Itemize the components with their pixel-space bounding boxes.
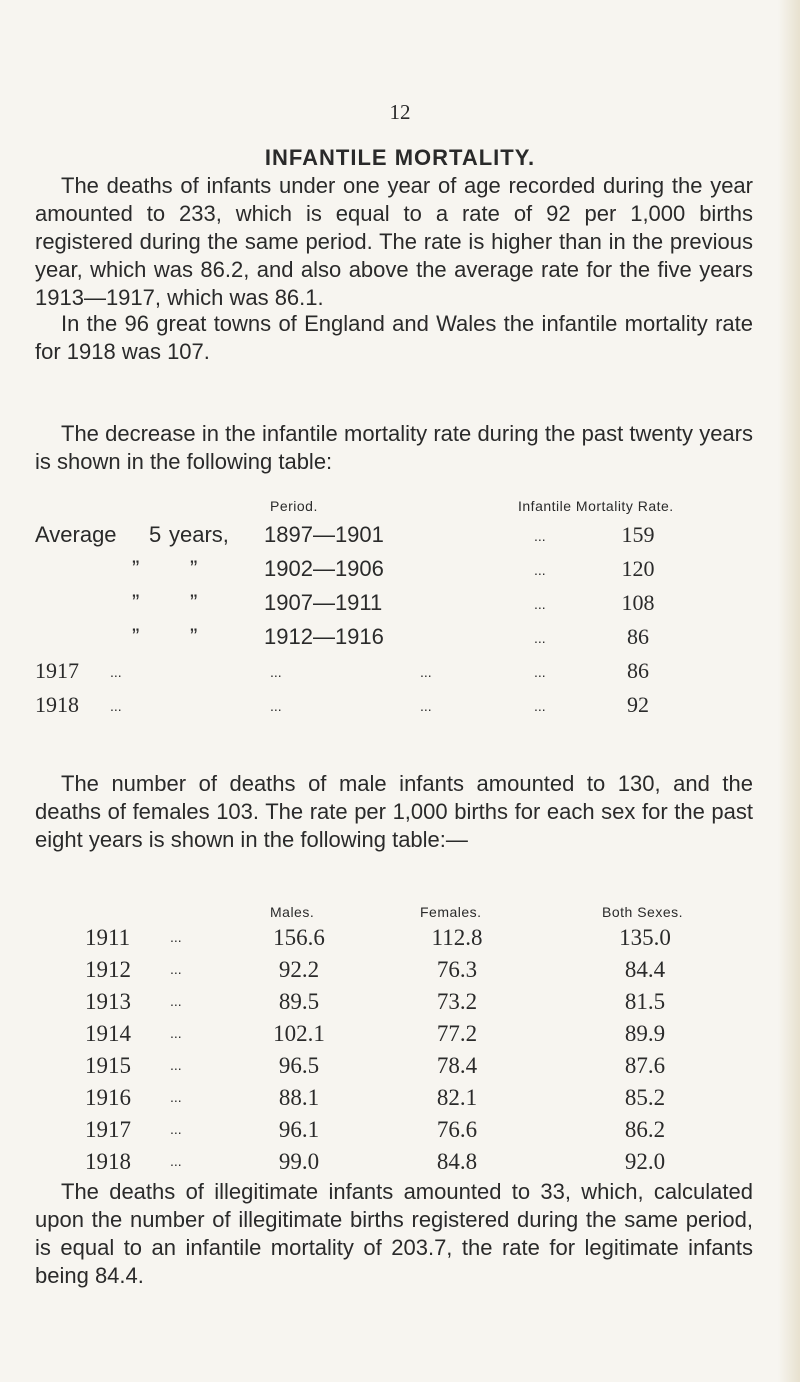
table2-row [0,1021,800,1053]
table1-years: ... [270,698,282,714]
table1-years: years, [169,522,229,547]
table2-both: 89.9 [624,1021,666,1046]
table1-years: ” [190,590,198,615]
table1-label: 1917 [35,658,79,683]
paragraph-illegitimate: The deaths of illegitimate infants amounted to 33, which, calculated upon the number of illegitimate births registered during the same period, is equal to an infantile mortality of 203.7, the rate for legitimate infants being 84.4. [35,1179,753,1288]
table1-row [0,590,800,624]
table1-row [0,692,800,726]
table1-dots: ... [534,630,546,646]
table2-females: 112.8 [431,925,483,950]
table1-row [0,624,800,658]
paragraph-great-towns: In the 96 great towns of England and Wales the infantile mortality rate for 1918 was 107. [35,311,753,364]
table1-dots: ... [534,664,546,680]
table1-label: Average [35,522,117,547]
table2-year: 1913 [85,989,131,1014]
table2-females: 76.3 [436,957,478,982]
table2-males: 96.1 [278,1117,320,1142]
table2-row [0,1149,800,1181]
table1-range: 1897—1901 [264,522,384,547]
table1-num: ” [132,624,140,649]
table2-both: 84.4 [624,957,666,982]
table1-label: 1918 [35,692,79,717]
table2-dots: ... [170,1121,182,1137]
paragraph-sex-deaths: The number of deaths of male infants amounted to 130, and the deaths of females 103. The rate per 1,000 births for each sex for the past eight years is shown in the following table:— [35,771,753,852]
table2-females: 84.8 [436,1149,478,1174]
table1-num: ” [132,590,140,615]
table2-row [0,957,800,989]
table1-value: 92 [627,692,649,717]
table2-males: 96.5 [278,1053,320,1078]
table2-dots: ... [170,961,182,977]
table2-males: 88.1 [278,1085,320,1110]
table2-both: 86.2 [624,1117,666,1142]
table1-value: 120 [621,556,655,581]
table2-females: 82.1 [436,1085,478,1110]
table2-year: 1918 [85,1149,131,1174]
paragraph-decrease-intro: The decrease in the infantile mortality rate during the past twenty years is shown in the following table: [35,421,753,474]
table1-header-rate: Infantile Mortality Rate. [518,498,674,514]
table2-row [0,1117,800,1149]
table1-range: 1912—1916 [264,624,384,649]
table2-dots: ... [170,993,182,1009]
table2-dots: ... [170,1089,182,1105]
table1-num: ... [110,664,122,680]
table1-years: ” [190,624,198,649]
table2-year: 1912 [85,957,131,982]
table1-value: 86 [627,624,649,649]
page-number: 12 [389,100,411,124]
table1-num: ” [132,556,140,581]
table1-value: 108 [621,590,655,615]
table2-dots: ... [170,1025,182,1041]
table2-year: 1911 [85,925,131,950]
table2-both: 92.0 [624,1149,666,1174]
table1-dots: ... [534,596,546,612]
table1-dots: ... [534,562,546,578]
table1-num: ... [110,698,122,714]
paragraph-infant-deaths: The deaths of infants under one year of age recorded during the year amounted to 233, which is equal to a rate of 92 per 1,000 births registered during the same period. The rate is higher than in the previous year, which was 86.2, and also above the average rate for the five years 1913—1917, which was 86.1. [35,173,753,310]
table2-row [0,1053,800,1085]
table2-females: 77.2 [436,1021,478,1046]
table2-both: 81.5 [624,989,666,1014]
table2-both: 87.6 [624,1053,666,1078]
table2-dots: ... [170,1057,182,1073]
table2-year: 1916 [85,1085,131,1110]
table2-both: 85.2 [624,1085,666,1110]
table1-years: ” [190,556,198,581]
table2-year: 1917 [85,1117,131,1142]
table1-years: ... [270,664,282,680]
table2-males: 102.1 [273,1021,325,1046]
table2-dots: ... [170,1153,182,1169]
table2-row [0,1085,800,1117]
table2-year: 1914 [85,1021,131,1046]
table2-males: 156.6 [273,925,325,950]
table1-row [0,556,800,590]
table2-row [0,925,800,957]
table1-range: ... [420,698,432,714]
table1-row [0,522,800,556]
table2-both: 135.0 [619,925,671,950]
table1-dots: ... [534,698,546,714]
table2-year: 1915 [85,1053,131,1078]
table1-dots: ... [534,528,546,544]
table1-range: ... [420,664,432,680]
table1-range: 1902—1906 [264,556,384,581]
table2-row [0,989,800,1021]
table2-header-females: Females. [420,904,482,920]
table1-value: 86 [627,658,649,683]
table2-females: 73.2 [436,989,478,1014]
table2-males: 99.0 [278,1149,320,1174]
section-heading: INFANTILE MORTALITY. [264,145,536,170]
table1-range: 1907—1911 [264,590,383,615]
table1-row [0,658,800,692]
table2-header-both: Both Sexes. [602,904,683,920]
table2-females: 78.4 [436,1053,478,1078]
table1-value: 159 [621,522,655,547]
table2-header-males: Males. [270,904,315,920]
table2-males: 92.2 [278,957,320,982]
table2-females: 76.6 [436,1117,478,1142]
table1-header-period: Period. [270,498,318,514]
table2-dots: ... [170,929,182,945]
table2-males: 89.5 [278,989,320,1014]
table1-num: 5 [149,522,162,547]
